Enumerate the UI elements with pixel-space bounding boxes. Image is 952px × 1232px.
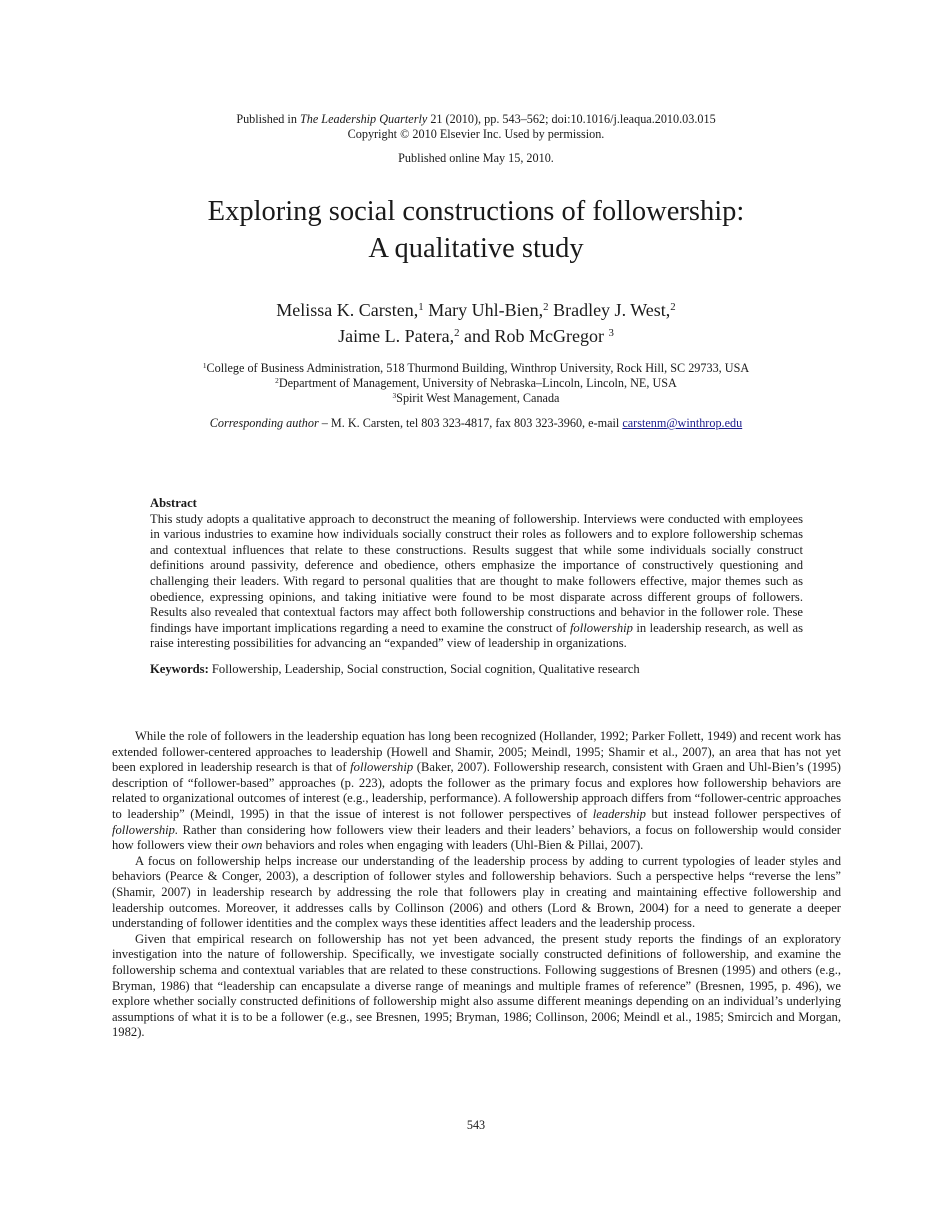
- journal-name: The Leadership Quarterly: [299, 112, 428, 126]
- author-name: Jaime L. Patera,: [338, 326, 455, 346]
- author-line-1: [0, 297, 952, 323]
- body-paragraph-1: [112, 729, 841, 854]
- keywords: [150, 662, 803, 678]
- abstract-body: [150, 512, 803, 652]
- author-line-2: [0, 323, 952, 349]
- text-run: (Baker, 2007). Followership research, consistent with Graen and Uhl-Bien’s (1995) description of “follower-based” approaches (p. 223), adopts the follower as the primary focus and explores how followership behaviors are related to organizational outcomes of interest (e.g., leadership, performance). A followership approach differs from “follower-centric approaches to leadership” (Meindl, 1995) in that the issue of interest is not follower perspectives of: [112, 760, 841, 821]
- affiliation-text: Department of Management, University of Nebraska–Lincoln, Lincoln, NE, USA: [278, 376, 677, 391]
- affiliation-sup: 3: [392, 391, 397, 401]
- affiliation-item: [0, 391, 952, 406]
- abstract-emphasis: followership: [569, 620, 633, 635]
- abstract-section: [150, 496, 803, 678]
- affiliation-item: [0, 376, 952, 391]
- author-name: Bradley J. West,: [553, 300, 671, 320]
- title-line-2: A qualitative study: [368, 233, 584, 264]
- affiliations: [0, 361, 952, 407]
- body-paragraph-3: Given that empirical research on followership has not yet been advanced, the present study reports the findings of an exploratory investigation into the nature of followership. Specifically, we investigate socially constructed definitions of followership, and examine the followership schema and contextual variables that are related to these constructions. Following suggestions of Bresnen (1995) and others (e.g., Bryman, 1986) that “leadership can encapsulate a diverse range of meanings and multiple frames of reference” (Bresnen, 1995, p. 496), we explore whether socially constructed definitions of followership might also assume different meanings depending on an individual’s underlying assumptions of what it is to be a follower (e.g., see Bresnen, 1995; Bryman, 1986; Collinson, 2006; Meindl et al., 1985; Smircich and Morgan, 1982).: [112, 931, 841, 1040]
- citation-line: [0, 112, 952, 127]
- abstract-text-end: in leadership research, as well as raise interesting possibilities for advancing an “expanded” view of leadership in organizations.: [150, 620, 803, 651]
- citation-prefix: Published in: [236, 112, 300, 126]
- page-number: 543: [466, 1118, 486, 1132]
- author-affil-sup: 2: [543, 301, 549, 314]
- keywords-list: Followership, Leadership, Social construction, Social cognition, Qualitative research: [208, 661, 640, 676]
- title-line-1: Exploring social constructions of followership:: [207, 196, 745, 227]
- author-affil-sup: 2: [454, 327, 460, 340]
- author-affil-sup: 2: [670, 301, 676, 314]
- corresponding-author: [0, 416, 952, 431]
- emphasis: followership.: [112, 822, 179, 837]
- emphasis: own: [241, 838, 263, 853]
- affiliation-sup: 1: [202, 360, 207, 370]
- author-name: Mary Uhl-Bien,: [428, 300, 544, 320]
- affiliation-sup: 2: [275, 376, 279, 386]
- body-paragraph-2: A focus on followership helps increase our understanding of the leadership process by adding to current typologies of leader styles and behaviors (Pearce & Conger, 2003), a description of follower styles and followership behaviors. Such a perspective helps “reverse the lens” (Shamir, 2007) in leadership research by addressing the role that followers play in creating and maintaining effective followership and leadership outcomes. Moreover, it addresses calls by Collinson (2006) and others (Lord & Brown, 2004) for a need to generate a deeper understanding of follower identities and the complex ways these identities affect leaders and the leadership process.: [112, 853, 841, 931]
- affiliation-text: College of Business Administration, 518 Thurmond Building, Winthrop University, Rock Hill, SC 29733, USA: [206, 361, 750, 375]
- copyright-line: Copyright © 2010 Elsevier Inc. Used by permission.: [347, 127, 605, 141]
- main-text: [112, 729, 841, 1041]
- affiliation-text: Spirit West Management, Canada: [396, 391, 560, 406]
- corresponding-label: Corresponding author: [209, 416, 319, 430]
- paper-title: [0, 193, 952, 267]
- abstract-heading: Abstract: [150, 496, 197, 510]
- keywords-label: Keywords:: [150, 661, 209, 676]
- email-link[interactable]: carstenm@winthrop.edu: [622, 416, 743, 430]
- author-affil-sup: 1: [418, 301, 424, 314]
- emphasis: followership: [350, 760, 414, 775]
- published-online: Published online May 15, 2010.: [398, 151, 554, 165]
- author-name: and Rob McGregor: [464, 326, 604, 346]
- emphasis: leadership: [592, 806, 646, 821]
- text-run: behaviors and roles when engaging with leaders (Uhl-Bien & Pillai, 2007).: [262, 838, 644, 853]
- author-affil-sup: 3: [608, 327, 614, 340]
- publication-info: [0, 112, 952, 142]
- author-name: Melissa K. Carsten,: [276, 300, 419, 320]
- text-run: While the role of followers in the leadership equation has long been recognized (Hollander, 1992; Parker Follett, 1949) and recent work has extended follower-centered approaches to leadership (Howell and Shamir, 2005; Meindl, 1995; Shamir et al., 2007), an area that has not yet been explored in leadership research is that of: [112, 729, 841, 775]
- author-list: [0, 297, 952, 349]
- corresponding-contact: – M. K. Carsten, tel 803 323-4817, fax 803 323-3960, e-mail: [318, 416, 623, 430]
- affiliation-item: [0, 361, 952, 376]
- abstract-text: This study adopts a qualitative approach to deconstruct the meaning of followership. Interviews were conducted with employees in various industries to examine how individuals socially construct their roles as followers and to explore followership schemas and contextual influences that relate to these constructions. Results suggest that while some individuals socially construct definitions around passivity, deference and obedience, others emphasize the importance of constructively questioning and challenging their leaders. With regard to personal qualities that are thought to make followers effective, major themes such as obedience, expressing opinions, and taking initiative were found to be most disparate across different groups of followers. Results also revealed that contextual factors may affect both followership constructions and behavior in the follower role. These findings have important implications regarding a need to examine the construct of: [150, 511, 803, 635]
- citation-suffix: 21 (2010), pp. 543–562; doi:10.1016/j.leaqua.2010.03.015: [427, 112, 716, 126]
- text-run: but instead follower perspectives of: [645, 806, 841, 821]
- text-run: Rather than considering how followers view their leaders and their leaders’ behaviors, a focus on followership would consider how followers view their: [112, 822, 841, 853]
